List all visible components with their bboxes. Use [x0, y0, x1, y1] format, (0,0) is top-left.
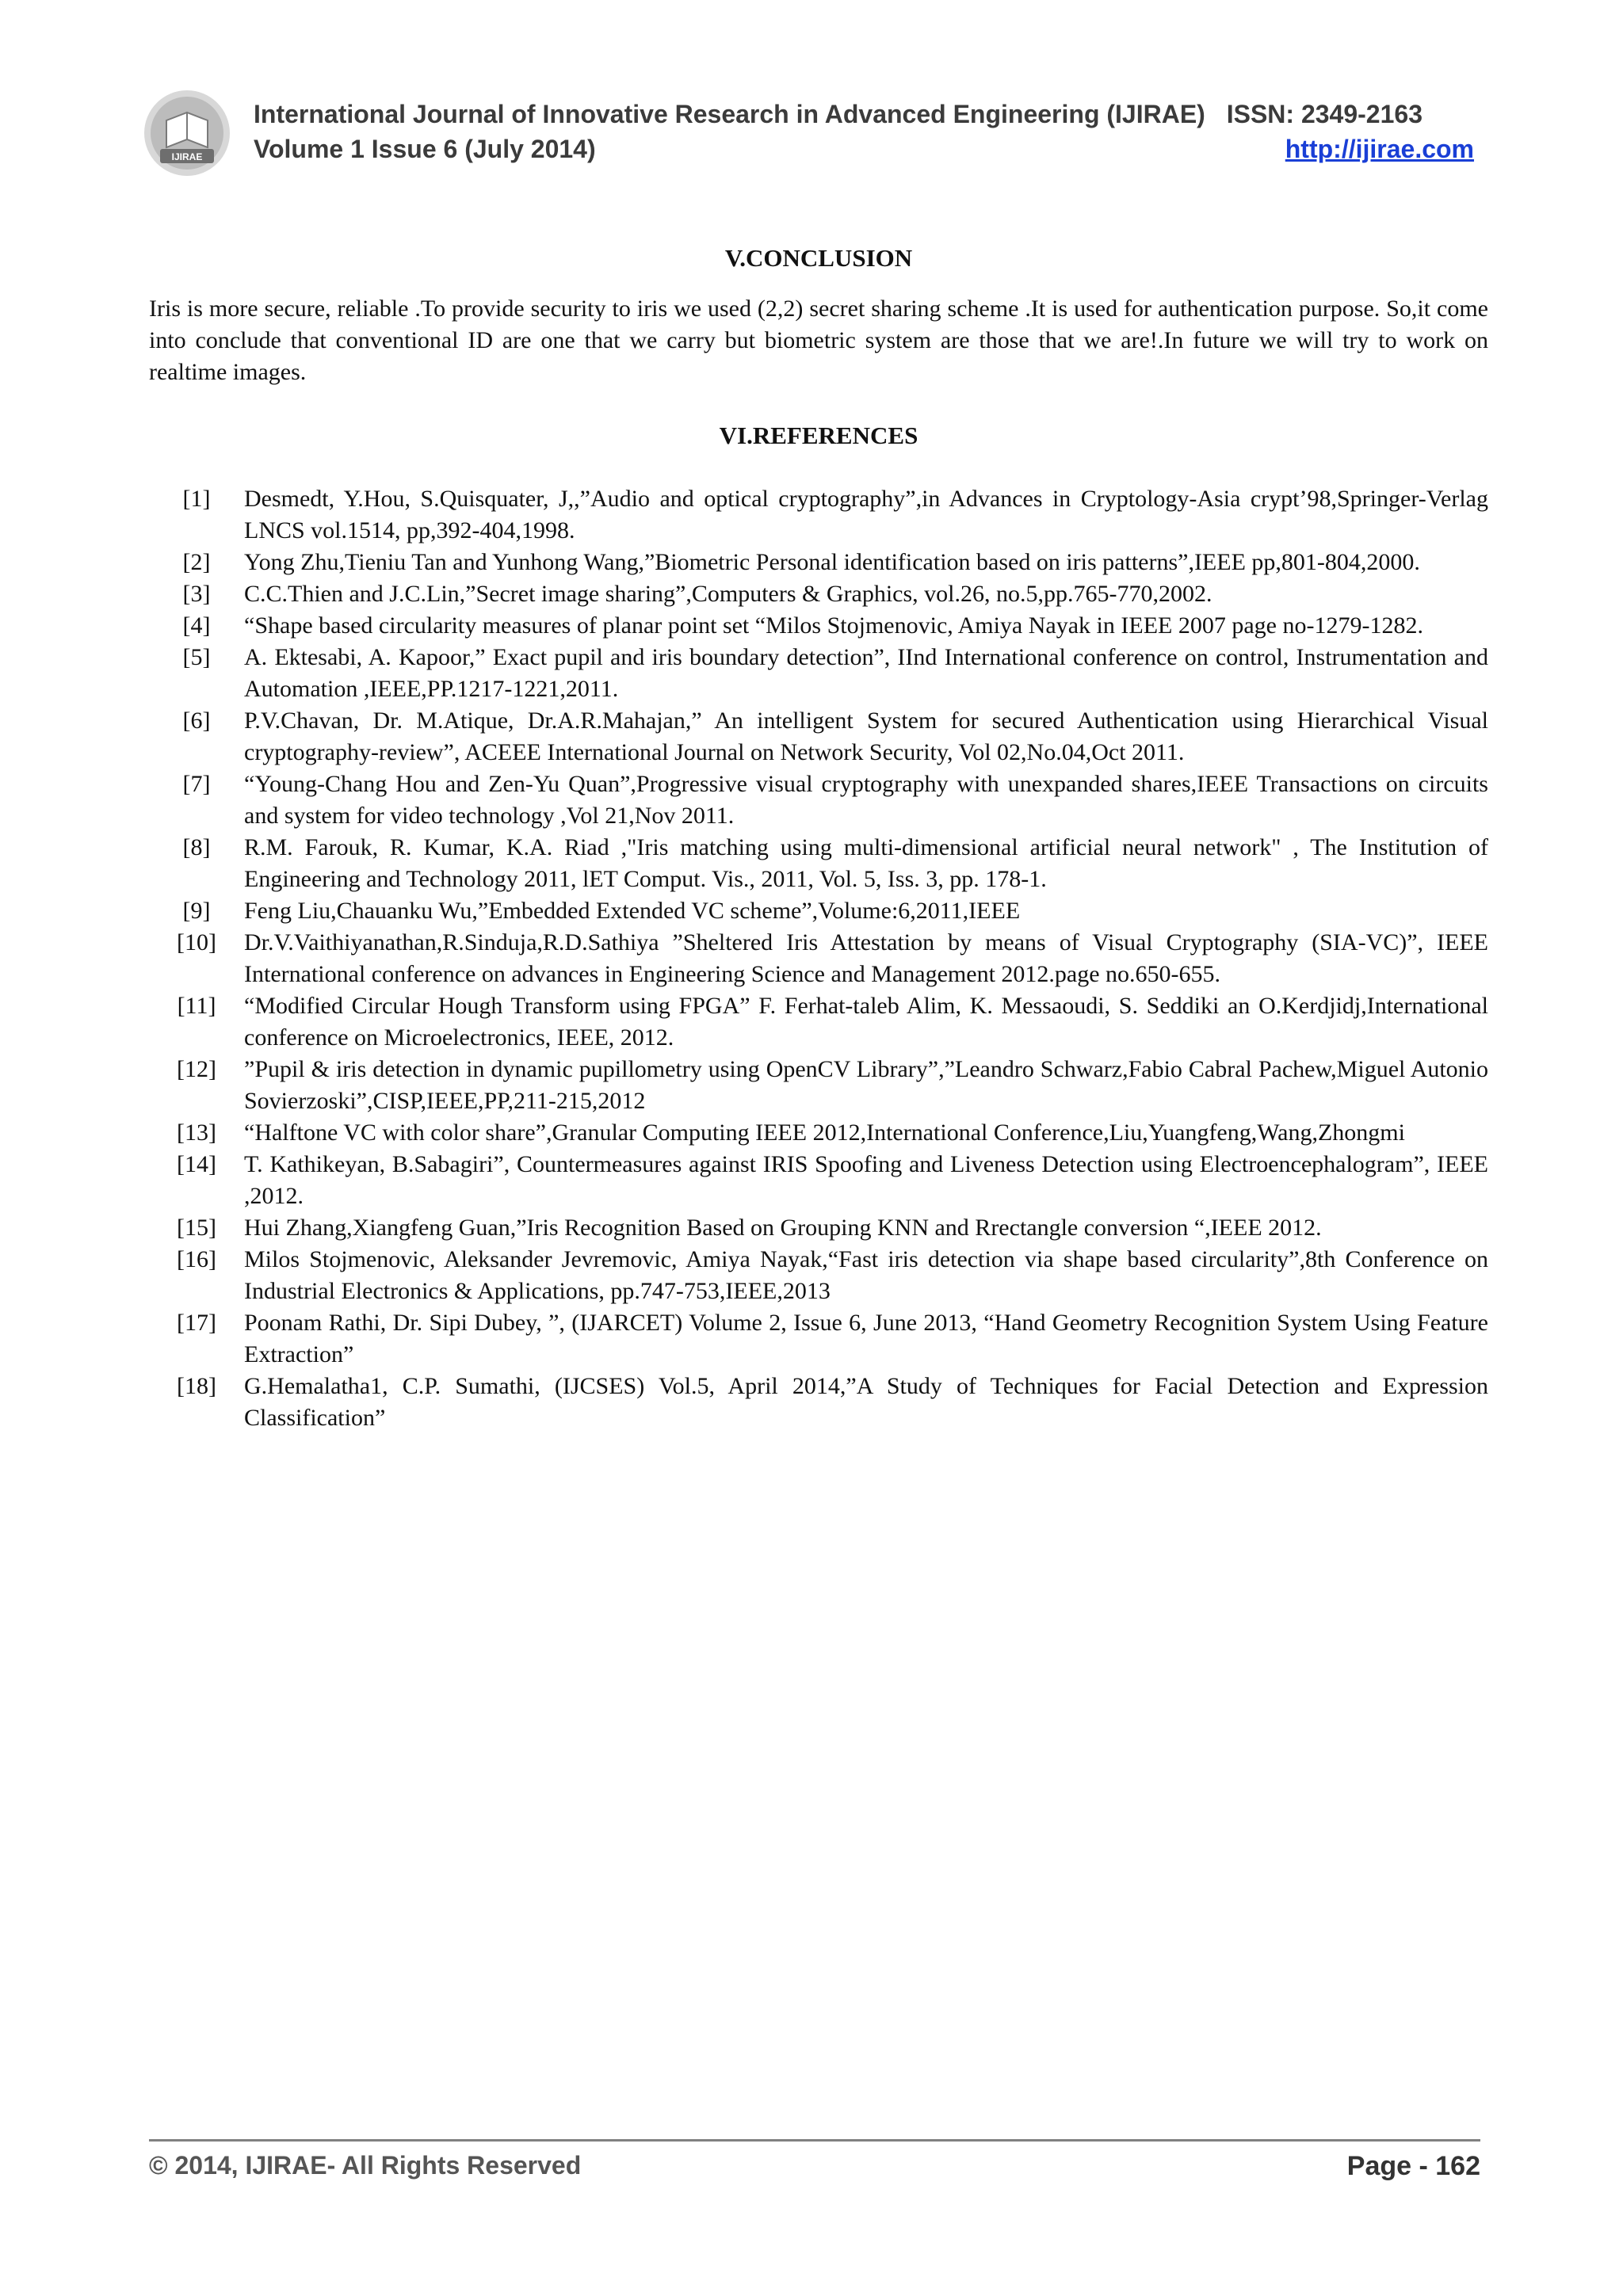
journal-title: International Journal of Innovative Research in Advanced Engineering (IJIRAE) [254, 100, 1205, 128]
reference-text: “Shape based circularity measures of planar point set “Milos Stojmenovic, Amiya Nayak in IEEE 2007 page no-1279-1282. [244, 612, 1423, 639]
reference-number: [12] [177, 1056, 216, 1082]
reference-item [149, 705, 1488, 769]
reference-text: Yong Zhu,Tieniu Tan and Yunhong Wang,”Biometric Personal identification based on iris patterns”,IEEE pp,801-804,2000. [244, 549, 1420, 575]
reference-item [149, 769, 1488, 832]
reference-item [149, 1117, 1488, 1149]
reference-number: [6] [182, 707, 211, 734]
reference-number: [3] [182, 581, 211, 607]
reference-number: [9] [182, 898, 211, 924]
reference-number: [18] [177, 1373, 216, 1399]
reference-item [149, 1054, 1488, 1117]
reference-item [149, 610, 1488, 642]
reference-item [149, 1371, 1488, 1434]
reference-text: C.C.Thien and J.C.Lin,”Secret image sharing”,Computers & Graphics, vol.26, no.5,pp.765-770,2002. [244, 581, 1212, 607]
reference-item [149, 483, 1488, 547]
journal-link[interactable]: http://ijirae.com [1285, 135, 1474, 163]
reference-item [149, 1244, 1488, 1307]
reference-item [149, 927, 1488, 990]
reference-number: [8] [182, 834, 211, 860]
reference-number: [5] [182, 644, 211, 670]
copyright-notice: © 2014, IJIRAE- All Rights Reserved [149, 2151, 582, 2180]
reference-text: Poonam Rathi, Dr. Sipi Dubey, ”, (IJARCET) Volume 2, Issue 6, June 2013, “Hand Geometry Recognition System Using Feature Extraction” [244, 1310, 1488, 1367]
reference-number: [17] [177, 1310, 216, 1336]
reference-text: Milos Stojmenovic, Aleksander Jevremovic, Amiya Nayak,“Fast iris detection via shape based circularity”,8th Conference on Industrial Electronics & Applications, pp.747-753,IEEE,2013 [244, 1246, 1488, 1304]
reference-text: Desmedt, Y.Hou, S.Quisquater, J,,”Audio and optical cryptography”,in Advances in Cryptology-Asia crypt’98,Springer-Verlag LNCS vol.1514, pp,392-404,1998. [244, 486, 1488, 543]
reference-text: Dr.V.Vaithiyanathan,R.Sinduja,R.D.Sathiya ”Sheltered Iris Attestation by means of Visual Cryptography (SIA-VC)”, IEEE International conference on advances in Engineering Science and Management 2012.page no.650-655. [244, 929, 1488, 987]
reference-item [149, 1212, 1488, 1244]
reference-text: “Young-Chang Hou and Zen-Yu Quan”,Progressive visual cryptography with unexpanded shares,IEEE Transactions on circuits and system for video technology ,Vol 21,Nov 2011. [244, 771, 1488, 829]
reference-number: [13] [177, 1119, 216, 1146]
reference-number: [4] [182, 612, 211, 639]
reference-text: “Halftone VC with color share”,Granular Computing IEEE 2012,International Conference,Liu,Yuangfeng,Wang,Zhongmi [244, 1119, 1405, 1146]
reference-text: T. Kathikeyan, B.Sabagiri”, Countermeasures against IRIS Spoofing and Liveness Detection using Electroencephalogram”, IEEE ,2012. [244, 1151, 1488, 1209]
reference-item [149, 642, 1488, 705]
reference-item [149, 578, 1488, 610]
logo-text: IJIRAE [171, 151, 203, 162]
reference-item [149, 832, 1488, 895]
conclusion-paragraph: Iris is more secure, reliable .To provide security to iris we used (2,2) secret sharing scheme .It is used for authentication purpose. So,it come into conclude that conventional ID are one that we carry but biometric system are those that we are!.In future we will try to work on realtime images. [149, 296, 1488, 385]
reference-item [149, 895, 1488, 927]
reference-text: “Modified Circular Hough Transform using FPGA” F. Ferhat-taleb Alim, K. Messaoudi, S. Seddiki an O.Kerdjidj,International conference on Microelectronics, IEEE, 2012. [244, 993, 1488, 1051]
issn: ISSN: 2349-2163 [1226, 100, 1423, 128]
reference-item [149, 1307, 1488, 1371]
reference-text: ”Pupil & iris detection in dynamic pupillometry using OpenCV Library”,”Leandro Schwarz,Fabio Cabral Pachew,Miguel Autonio Sovierzoski”,CISP,IEEE,PP,211-215,2012 [244, 1056, 1488, 1114]
page-body [149, 230, 1488, 1434]
reference-item [149, 547, 1488, 578]
reference-number: [2] [182, 549, 211, 575]
reference-number: [11] [177, 993, 216, 1019]
page-footer [149, 2139, 1480, 2182]
references-heading: VI.REFERENCES [719, 421, 918, 449]
reference-number: [10] [177, 929, 216, 955]
reference-list [149, 483, 1488, 1434]
conclusion-heading: V.CONCLUSION [724, 244, 913, 272]
page-number: Page - 162 [1346, 2151, 1480, 2181]
reference-text: Feng Liu,Chauanku Wu,”Embedded Extended VC scheme”,Volume:6,2011,IEEE [244, 898, 1021, 924]
volume-issue: Volume 1 Issue 6 (July 2014) [254, 135, 596, 163]
reference-number: [14] [177, 1151, 216, 1177]
reference-text: R.M. Farouk, R. Kumar, K.A. Riad ,"Iris matching using multi-dimensional artificial neural network" , The Institution of Engineering and Technology 2011, lET Comput. Vis., 2011, Vol. 5, Iss. 3, pp. 178-1. [244, 834, 1488, 892]
reference-item [149, 990, 1488, 1054]
reference-number: [16] [177, 1246, 216, 1272]
reference-text: Hui Zhang,Xiangfeng Guan,”Iris Recognition Based on Grouping KNN and Rrectangle conversion “,IEEE 2012. [244, 1215, 1322, 1241]
reference-number: [7] [182, 771, 211, 797]
reference-text: G.Hemalatha1, C.P. Sumathi, (IJCSES) Vol.5, April 2014,”A Study of Techniques for Facial Detection and Expression Classification” [244, 1373, 1488, 1431]
reference-item [149, 1149, 1488, 1212]
footer-divider [149, 2139, 1480, 2142]
reference-number: [1] [182, 486, 211, 512]
journal-logo-icon [143, 89, 231, 177]
reference-number: [15] [177, 1215, 216, 1241]
reference-text: P.V.Chavan, Dr. M.Atique, Dr.A.R.Mahajan,” An intelligent System for secured Authentication using Hierarchical Visual cryptography-review”, ACEEE International Journal on Network Security, Vol 02,No.04,Oct 2011. [244, 707, 1488, 765]
reference-text: A. Ektesabi, A. Kapoor,” Exact pupil and iris boundary detection”, IInd International conference on control, Instrumentation and Automation ,IEEE,PP.1217-1221,2011. [244, 644, 1488, 702]
page-header [143, 89, 1474, 192]
